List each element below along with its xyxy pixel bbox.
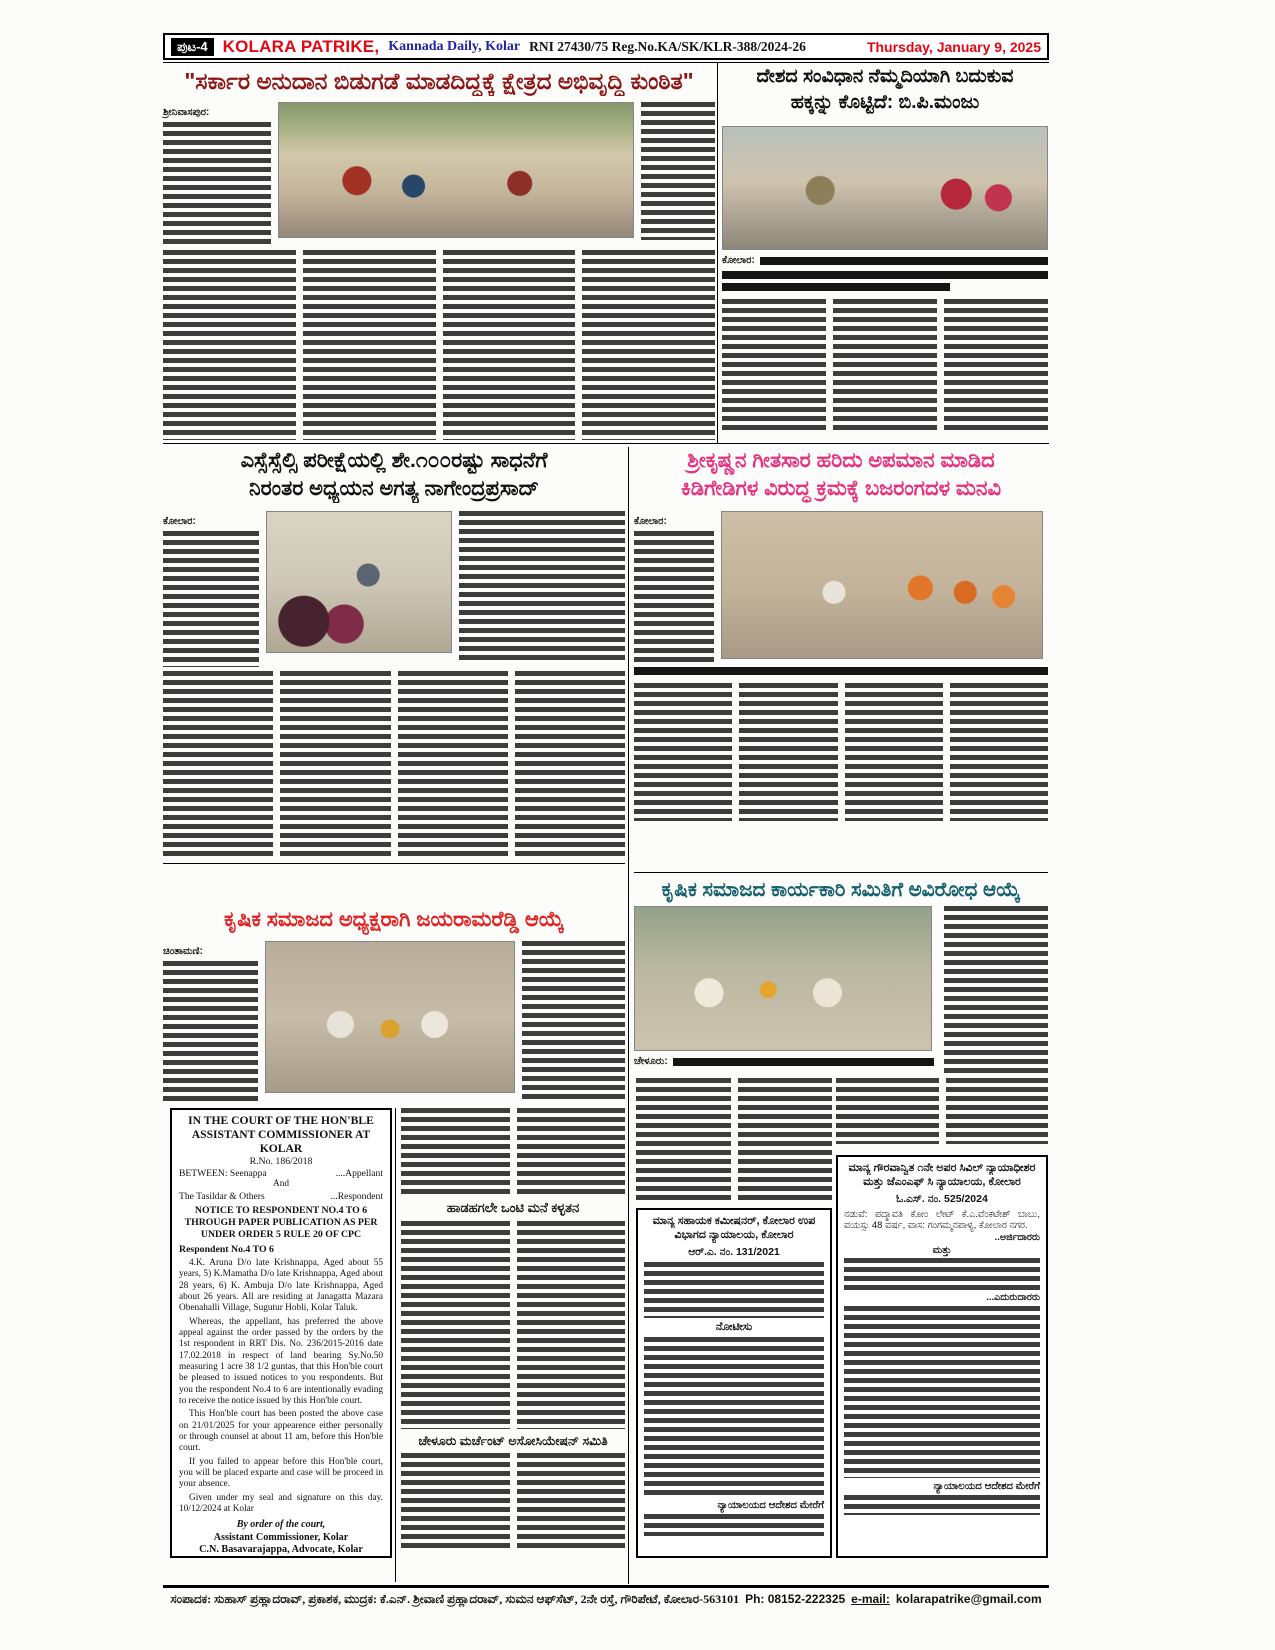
article-low-left — [163, 905, 625, 1101]
section-rule — [634, 872, 1048, 873]
body-text-column — [844, 1495, 1040, 1515]
photo-caption — [722, 255, 1048, 291]
body-text-column — [722, 299, 826, 433]
footer-email-label: e-mail: — [851, 1592, 890, 1606]
body-columns-top-left — [163, 250, 715, 440]
court-centre-case-no: ಆರ್.ಎ. ನಂ. 131/2021 — [688, 1245, 780, 1258]
body-columns-top-right — [722, 299, 1048, 433]
photo-caption — [634, 1056, 934, 1068]
legal-resp-head: Respondent No.4 TO 6 — [179, 1244, 274, 1256]
legal-between: BETWEEN: Seenappa — [179, 1167, 267, 1179]
paper-name: KOLARA PATRIKE, — [222, 36, 380, 56]
headline-top-right-line2: ಹಕ್ಕನ್ನು ಕೊಟ್ಟಿದೆ: ಬಿ.ಪಿ.ಮಂಜು — [790, 92, 980, 113]
subhead-merchant: ಚೇಳೂರು ಮರ್ಚೆಂಟ್ ಅಸೋಸಿಯೇಷನ್ ಸಮಿತಿ — [418, 1433, 608, 1448]
body-text-column — [845, 683, 943, 821]
court-centre-signature: ನ್ಯಾಯಾಲಯದ ಆದೇಶದ ಮೇರೆಗೆ — [717, 1499, 824, 1511]
body-text-column — [163, 671, 273, 859]
subhead-theft: ಹಾಡಹಗಲೇ ಒಂಟಿ ಮನೆ ಕಳ್ಳತನ — [446, 1201, 580, 1215]
rni-number: RNI 27430/75 Reg.No.KA/SK/KLR-388/2024-26 — [529, 38, 806, 54]
photo-mid-right — [721, 511, 1043, 659]
legal-para: Given under my seal and signature on this day. 10/12/2024 at Kolar — [179, 1492, 383, 1515]
photo-caption — [634, 667, 1048, 675]
body-text-column — [739, 683, 837, 821]
court-notice-right — [836, 1155, 1048, 1558]
body-text-column — [303, 250, 436, 440]
headline-mid-left-line1: ಎಸ್ಸೆಸ್ಸೆಲ್ಸಿ ಪರೀಕ್ಷೆಯಲ್ಲಿ ಶೇ.೧೦೦ರಷ್ಟು ಸಾಧನೆಗೆ — [240, 449, 548, 472]
bottom-centre-columns — [401, 1108, 625, 1549]
court-right-vs: ಮತ್ತು — [932, 1245, 952, 1257]
section-rule — [163, 443, 1049, 444]
body-text-column — [844, 1306, 1040, 1478]
body-text-column — [522, 941, 625, 1101]
legal-title-line1: IN THE COURT OF THE HON'BLE — [188, 1114, 374, 1127]
body-text-column — [517, 1453, 626, 1549]
body-text-column — [280, 671, 390, 859]
body-text-column — [644, 1337, 824, 1497]
headline-top-left: "ಸರ್ಕಾರ ಅನುದಾನ ಬಿಡುಗಡೆ ಮಾಡದಿದ್ದಕ್ಕೆ ಕ್ಷೇತ್ರದ ಅಭಿವೃದ್ಧಿ ಕುಂಠಿತ" — [184, 68, 694, 94]
article-top-right — [722, 64, 1048, 433]
headline-top-right-line1: ದೇಶದ ಸಂವಿಧಾನ ನೆಮ್ಮದಿಯಾಗಿ ಬದುಕುವ — [756, 66, 1014, 87]
photo-top-left — [278, 102, 634, 238]
dateline: ಕೋಲಾರ: — [163, 516, 196, 527]
legal-para: If you failed to appear before this Hon'ble court, you will be placed exparte and case will be proceed in your absence. — [179, 1456, 383, 1490]
court-right-title-line1: ಮಾನ್ಯ ಗೌರವಾನ್ವಿತ ೧ನೇ ಅಪರ ಸಿವಿಲ್ ನ್ಯಾಯಾಧೀಶರ — [848, 1162, 1036, 1174]
article-mid-right — [634, 447, 1048, 821]
body-text-column — [163, 250, 296, 440]
headline-mid-right-line2: ಕಿಡಿಗೇಡಿಗಳ ವಿರುದ್ಧ ಕ್ರಮಕ್ಕೆ ಬಜರಂಗದಳ ಮನವಿ — [680, 477, 1002, 500]
body-text-column — [401, 1108, 510, 1196]
body-text-column — [836, 1078, 939, 1144]
court-notice-centre — [636, 1208, 832, 1558]
court-right-title-line2: ಮತ್ತು ಜೆಎಂಎಫ್ ಸಿ ನ್ಯಾಯಾಲಯ, ಕೋಲಾರ — [863, 1176, 1021, 1189]
body-text-column — [459, 511, 625, 663]
footer-email: kolarapatrike@gmail.com — [895, 1592, 1042, 1606]
body-text-column — [163, 511, 259, 663]
court-centre-title-line2: ವಿಭಾಗದ ನ್ಯಾಯಾಲಯ, ಕೋಲಾರ — [674, 1229, 794, 1242]
page-number-chip: ಪುಟ-4 — [171, 38, 214, 56]
legal-notice-head: NOTICE TO RESPONDENT NO.4 TO 6 THROUGH PAPER PUBLICATION AS PER UNDER ORDER 5 RULE 20 OF CPC — [184, 1205, 378, 1241]
headline-low-left: ಕೃಷಿಕ ಸಮಾಜದ ಅಧ್ಯಕ್ಷರಾಗಿ ಜಯರಾಮರೆಡ್ಡಿ ಆಯ್ಕೆ — [223, 908, 565, 931]
legal-notice-box — [170, 1108, 392, 1558]
court-right-party2-role: ...ಎದುರುದಾರರು — [986, 1292, 1040, 1304]
issue-date: Thursday, January 9, 2025 — [866, 38, 1041, 55]
body-text-column — [946, 1078, 1049, 1144]
column-divider — [717, 62, 718, 443]
column-divider — [395, 1108, 396, 1582]
body-text-column — [944, 906, 1048, 1074]
body-text-column — [634, 511, 714, 661]
photo-top-right — [722, 126, 1048, 250]
body-columns-continuation — [636, 1078, 832, 1202]
legal-sig1: By order of the court, — [236, 1519, 326, 1531]
body-text-column — [944, 299, 1048, 433]
article-mid-left — [163, 447, 625, 859]
legal-respondent: ...Respondent — [330, 1190, 383, 1202]
masthead-rule — [163, 62, 1049, 63]
column-divider — [628, 447, 629, 1584]
masthead — [163, 33, 1049, 60]
article-low-right — [634, 876, 1048, 1074]
page-footer — [163, 1585, 1049, 1607]
legal-appellant: ....Appellant — [335, 1167, 383, 1179]
body-text-column — [517, 1108, 626, 1196]
court-centre-title-line1: ಮಾನ್ಯ ಸಹಾಯಕ ಕಮೀಷನರ್, ಕೋಲಾರ ಉಪ — [652, 1215, 816, 1227]
article-top-left — [163, 66, 715, 440]
legal-sig2: Assistant Commissioner, Kolar — [213, 1531, 349, 1543]
headline-mid-right-line1: ಶ್ರೀಕೃಷ್ಣನ ಗೀತಸಾರ ಹರಿದು ಅಪಮಾನ ಮಾಡಿದ — [687, 449, 995, 472]
body-columns-continuation — [836, 1078, 1048, 1144]
body-text-column — [517, 1221, 626, 1429]
photo-low-right — [634, 906, 932, 1051]
body-text-column — [950, 683, 1048, 821]
dateline: ಚಿಂತಾಮಣಿ: — [163, 946, 203, 957]
caption-dateline: ಚೇಳೂರು: — [634, 1056, 668, 1067]
body-text-column — [641, 102, 715, 240]
body-text-column — [398, 671, 508, 859]
legal-para: This Hon'ble court has been posted the above case on 21/01/2025 for your appearence either personally or through counsel at about 11 am, before this Hon'ble court. — [179, 1409, 383, 1454]
footer-phone: Ph: 08152-222325 — [745, 1592, 846, 1606]
legal-and: And — [272, 1179, 289, 1190]
headline-mid-left-line2: ನಿರಂತರ ಅಧ್ಯಯನ ಅಗತ್ಯ ನಾಗೇಂದ್ರಪ್ರಸಾದ್ — [249, 477, 539, 500]
body-text-column — [833, 299, 937, 433]
legal-para: 4.K. Aruna D/o late Krishnappa, Aged about 55 years, 5) K.Mamatha D/o late Krishnappa, Aged about 28 years, 6) K. Ambuja D/o late Krishnappa, Aged about 26 years. All are residing at Janagatta Mazara Obenahalli Village, Sugutur Hobli, Kolar Taluk. — [179, 1258, 383, 1314]
court-right-case-no: ಓ.ಎಸ್. ನಂ. 525/2024 — [896, 1192, 988, 1205]
legal-respondent-label: The Tasildar & Others — [179, 1190, 265, 1202]
photo-mid-left — [266, 511, 452, 653]
legal-sig3: C.N. Basavarajappa, Advocate, Kolar — [199, 1543, 363, 1555]
court-centre-notice-word: ನೋಟೀಸು — [715, 1320, 753, 1333]
body-text-column — [401, 1453, 510, 1549]
legal-case-no: R.No. 186/2018 — [249, 1155, 313, 1167]
body-text-column — [515, 671, 625, 859]
body-text-column — [443, 250, 576, 440]
dateline: ಶ್ರೀನಿವಾಸಪುರ: — [163, 107, 210, 118]
photo-low-left — [265, 941, 515, 1093]
body-text-column — [634, 683, 732, 821]
caption-dateline: ಕೋಲಾರ: — [722, 255, 755, 266]
headline-low-right: ಕೃಷಿಕ ಸಮಾಜದ ಕಾರ್ಯಕಾರಿ ಸಮಿತಿಗೆ ಅವಿರೋಧ ಆಯ್ಕೆ — [661, 879, 1021, 901]
body-columns-mid-left — [163, 671, 625, 859]
body-text-column — [163, 102, 271, 242]
paper-subtitle: Kannada Daily, Kolar — [388, 38, 521, 54]
legal-title-line2: ASSISTANT COMMISSIONER AT KOLAR — [191, 1127, 371, 1155]
body-text-column — [844, 1258, 1040, 1292]
court-right-party1-role: ..ಅರ್ಜಿದಾರರು — [994, 1232, 1040, 1244]
body-text-column — [636, 1078, 731, 1202]
court-right-party1: ನಡುವೆ: ಪದ್ಮಾವತಿ ಕೋಂ ಲೇಟ್ ಕೆ.ಎ.ವೆಂಕಟೇಶ್ ಬಾಬು, ವಯಸ್ಸು 48 ವರ್ಷ, ವಾಸ: ಗಂಗಮ್ಮನಪಾಳ್ಯ, ಕೋಲಾರ ನಗರ. — [844, 1208, 1040, 1232]
court-right-signature: ನ್ಯಾಯಾಲಯದ ಆದೇಶದ ಮೇರೆಗೆ — [933, 1481, 1040, 1493]
body-text-column — [644, 1514, 824, 1536]
body-text-column — [163, 941, 258, 1101]
dateline: ಕೋಲಾರ: — [634, 516, 667, 527]
footer-imprint: ಸಂಪಾದಕ: ಸುಹಾಸ್ ಪ್ರಹ್ಲಾದರಾವ್, ಪ್ರಕಾಶಕ, ಮುದ್ರಕ: ಕೆ.ಎನ್. ಶ್ರೀವಾಣಿ ಪ್ರಹ್ಲಾದರಾವ್, ಸುಮನ ಆಫ್‌ಸೆಟ್, 2ನೇ ರಸ್ತೆ, ಗೌರಿಪೇಟೆ, ಕೋಲಾರ-563101 — [170, 1592, 740, 1606]
body-text-column — [738, 1078, 833, 1202]
body-columns-mid-right — [634, 683, 1048, 821]
body-text-column — [644, 1262, 824, 1318]
body-text-column — [401, 1221, 510, 1429]
legal-para: Whereas, the appellant, has preferred the above appeal against the order passed by the orders by the 1st respondent in RRT Dis. No. 236/2015-2016 date 17.02.2018 in respect of land bearing Sy.No.50 measuring 1 acre 38 1/2 guntas, that this Hon'ble court be pleased to issued notices to you respondents. But you the respondent No.4 to 6 are intentionally evading to receive the notice issued by this Hon'ble court. — [179, 1316, 383, 1407]
section-rule — [163, 863, 625, 864]
body-text-column — [582, 250, 715, 440]
